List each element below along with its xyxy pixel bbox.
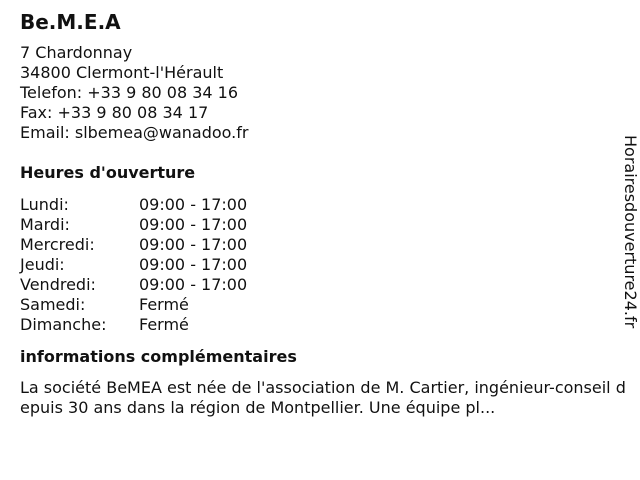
hours-day: Lundi: xyxy=(20,195,69,214)
fax-number: Fax: +33 9 80 08 34 17 xyxy=(20,103,209,122)
info-description: La société BeMEA est née de l'association de M. Cartier, ingénieur-conseil depuis 30 ans dans la région de Montpellier. Une équipe pl... xyxy=(20,378,626,417)
phone-number: Telefon: +33 9 80 08 34 16 xyxy=(20,83,239,102)
hours-day: Samedi: xyxy=(20,295,86,314)
hours-time: 09:00 - 17:00 xyxy=(139,195,248,214)
hours-day: Dimanche: xyxy=(20,315,107,334)
hours-row xyxy=(20,295,620,315)
hours-row xyxy=(20,215,620,235)
hours-day: Jeudi: xyxy=(20,255,65,274)
opening-hours-table xyxy=(20,195,620,335)
hours-time: 09:00 - 17:00 xyxy=(139,215,248,234)
hours-row xyxy=(20,255,620,275)
hours-day: Mercredi: xyxy=(20,235,95,254)
hours-row xyxy=(20,315,620,335)
side-brand-text: Horairesdouverture24.fr xyxy=(621,135,640,329)
business-card xyxy=(20,10,626,418)
hours-time: Fermé xyxy=(139,315,189,334)
hours-heading: Heures d'ouverture xyxy=(20,163,196,182)
hours-row xyxy=(20,235,620,255)
hours-time: Fermé xyxy=(139,295,189,314)
city-address: 34800 Clermont-l'Hérault xyxy=(20,63,224,82)
hours-time: 09:00 - 17:00 xyxy=(139,235,248,254)
business-name: Be.M.E.A xyxy=(20,10,121,34)
hours-row xyxy=(20,275,620,295)
info-heading: informations complémentaires xyxy=(20,347,297,366)
street-address: 7 Chardonnay xyxy=(20,43,133,62)
hours-row xyxy=(20,195,620,215)
hours-time: 09:00 - 17:00 xyxy=(139,275,248,294)
hours-time: 09:00 - 17:00 xyxy=(139,255,248,274)
hours-day: Vendredi: xyxy=(20,275,96,294)
email-address: Email: slbemea@wanadoo.fr xyxy=(20,123,249,142)
contact-block xyxy=(20,43,620,143)
hours-day: Mardi: xyxy=(20,215,70,234)
